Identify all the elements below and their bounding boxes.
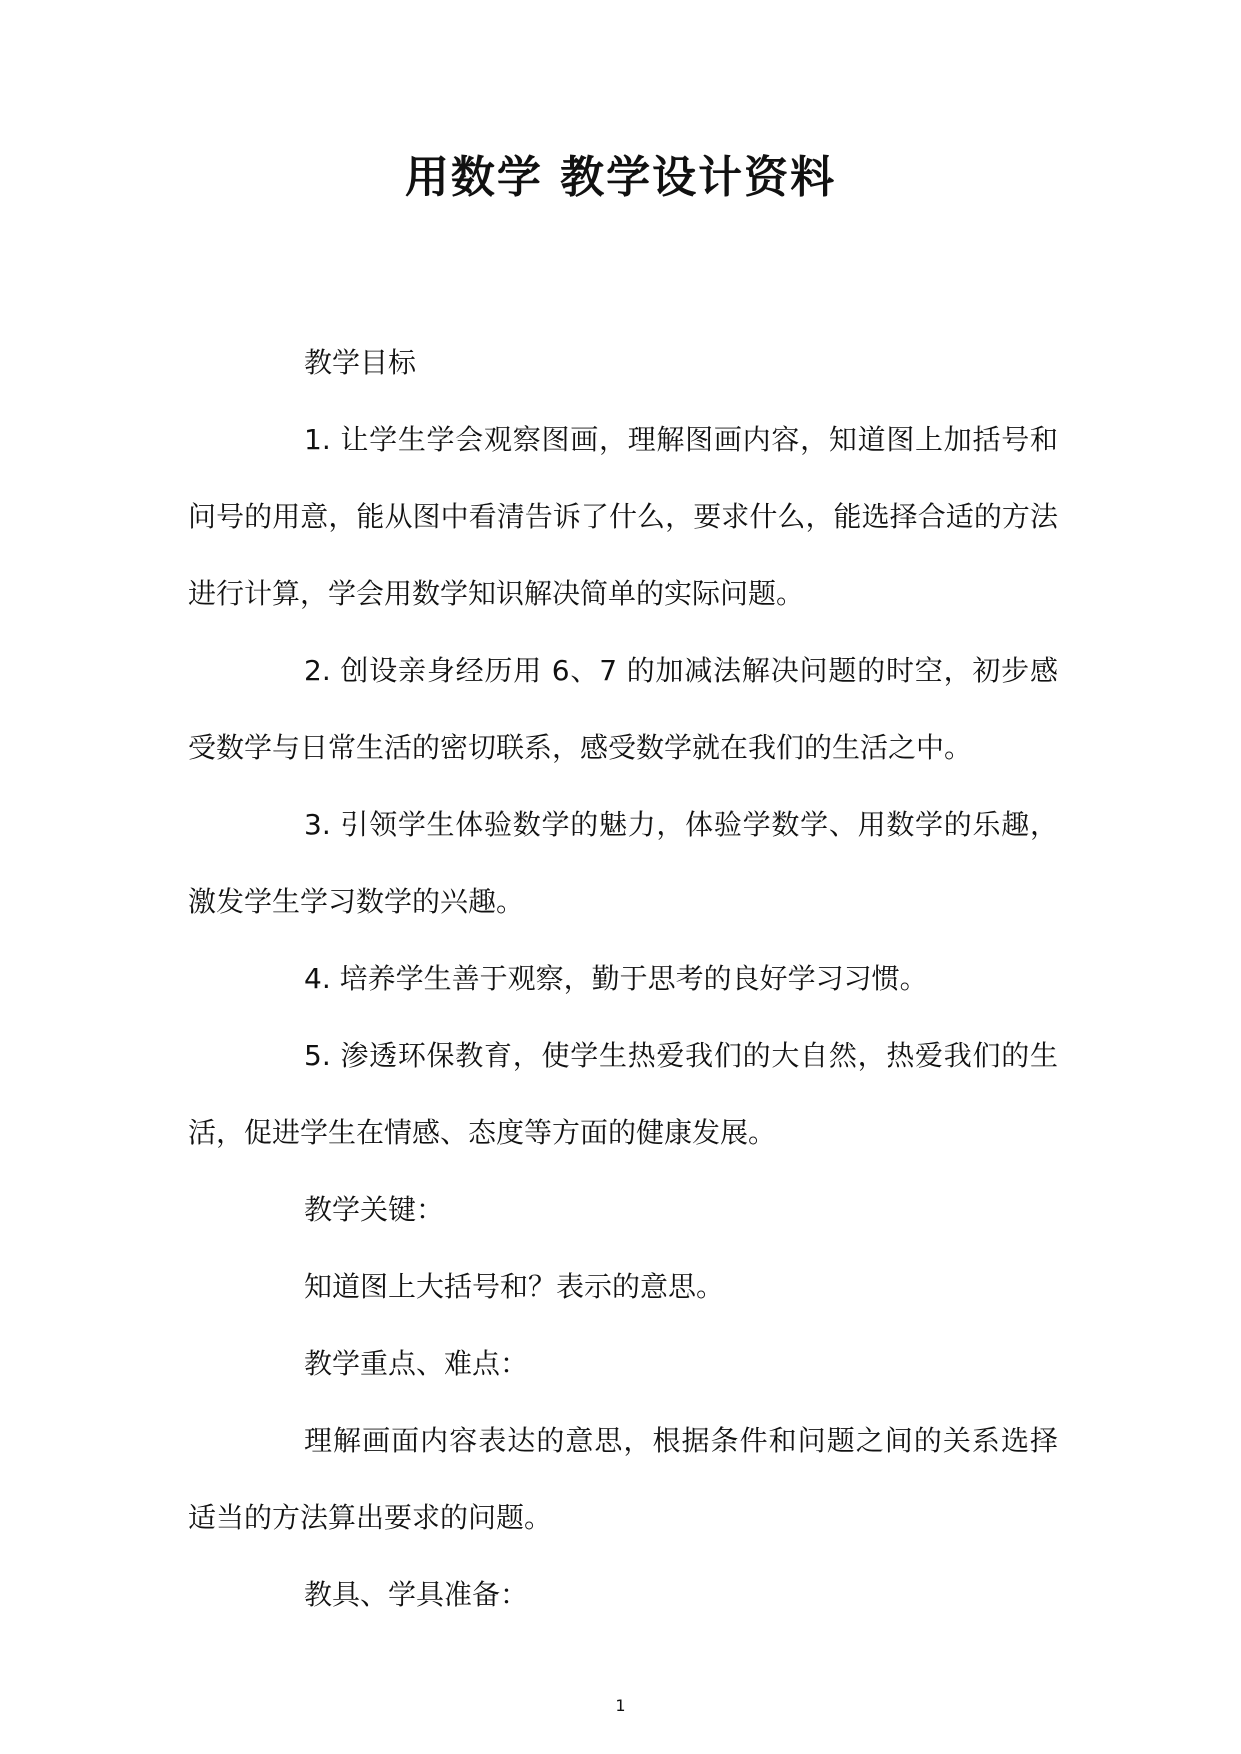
page-number: 1 <box>615 1696 626 1715</box>
tools-heading: 教具、学具准备： <box>304 1578 529 1611</box>
objective-4: 4. 培养学生善于观察，勤于思考的良好学习习惯。 <box>304 962 928 995</box>
objective-5: 5. 渗透环保教育，使学生热爱我们的大自然，热爱我们的生活，促进学生在情感、态度等方面的健康发展。 <box>188 1039 1058 1149</box>
objective-3: 3. 引领学生体验数学的魅力，体验学数学、用数学的乐趣，激发学生学习数学的兴趣。 <box>188 808 1058 918</box>
key-heading: 教学关键： <box>304 1193 445 1226</box>
focus-heading: 教学重点、难点： <box>304 1347 529 1380</box>
key-content: 知道图上大括号和？表示的意思。 <box>304 1270 725 1303</box>
focus-content: 理解画面内容表达的意思，根据条件和问题之间的关系选择适当的方法算出要求的问题。 <box>188 1424 1058 1534</box>
document-body <box>188 324 1058 1633</box>
document-title: 用数学 教学设计资料 <box>404 152 837 203</box>
objective-1: 1. 让学生学会观察图画，理解图画内容，知道图上加括号和问号的用意，能从图中看清告诉了什么，要求什么，能选择合适的方法进行计算，学会用数学知识解决简单的实际问题。 <box>188 423 1058 610</box>
objective-2: 2. 创设亲身经历用 6、7 的加减法解决问题的时空，初步感受数学与日常生活的密切联系，感受数学就在我们的生活之中。 <box>188 654 1058 764</box>
objectives-heading: 教学目标 <box>304 346 417 379</box>
